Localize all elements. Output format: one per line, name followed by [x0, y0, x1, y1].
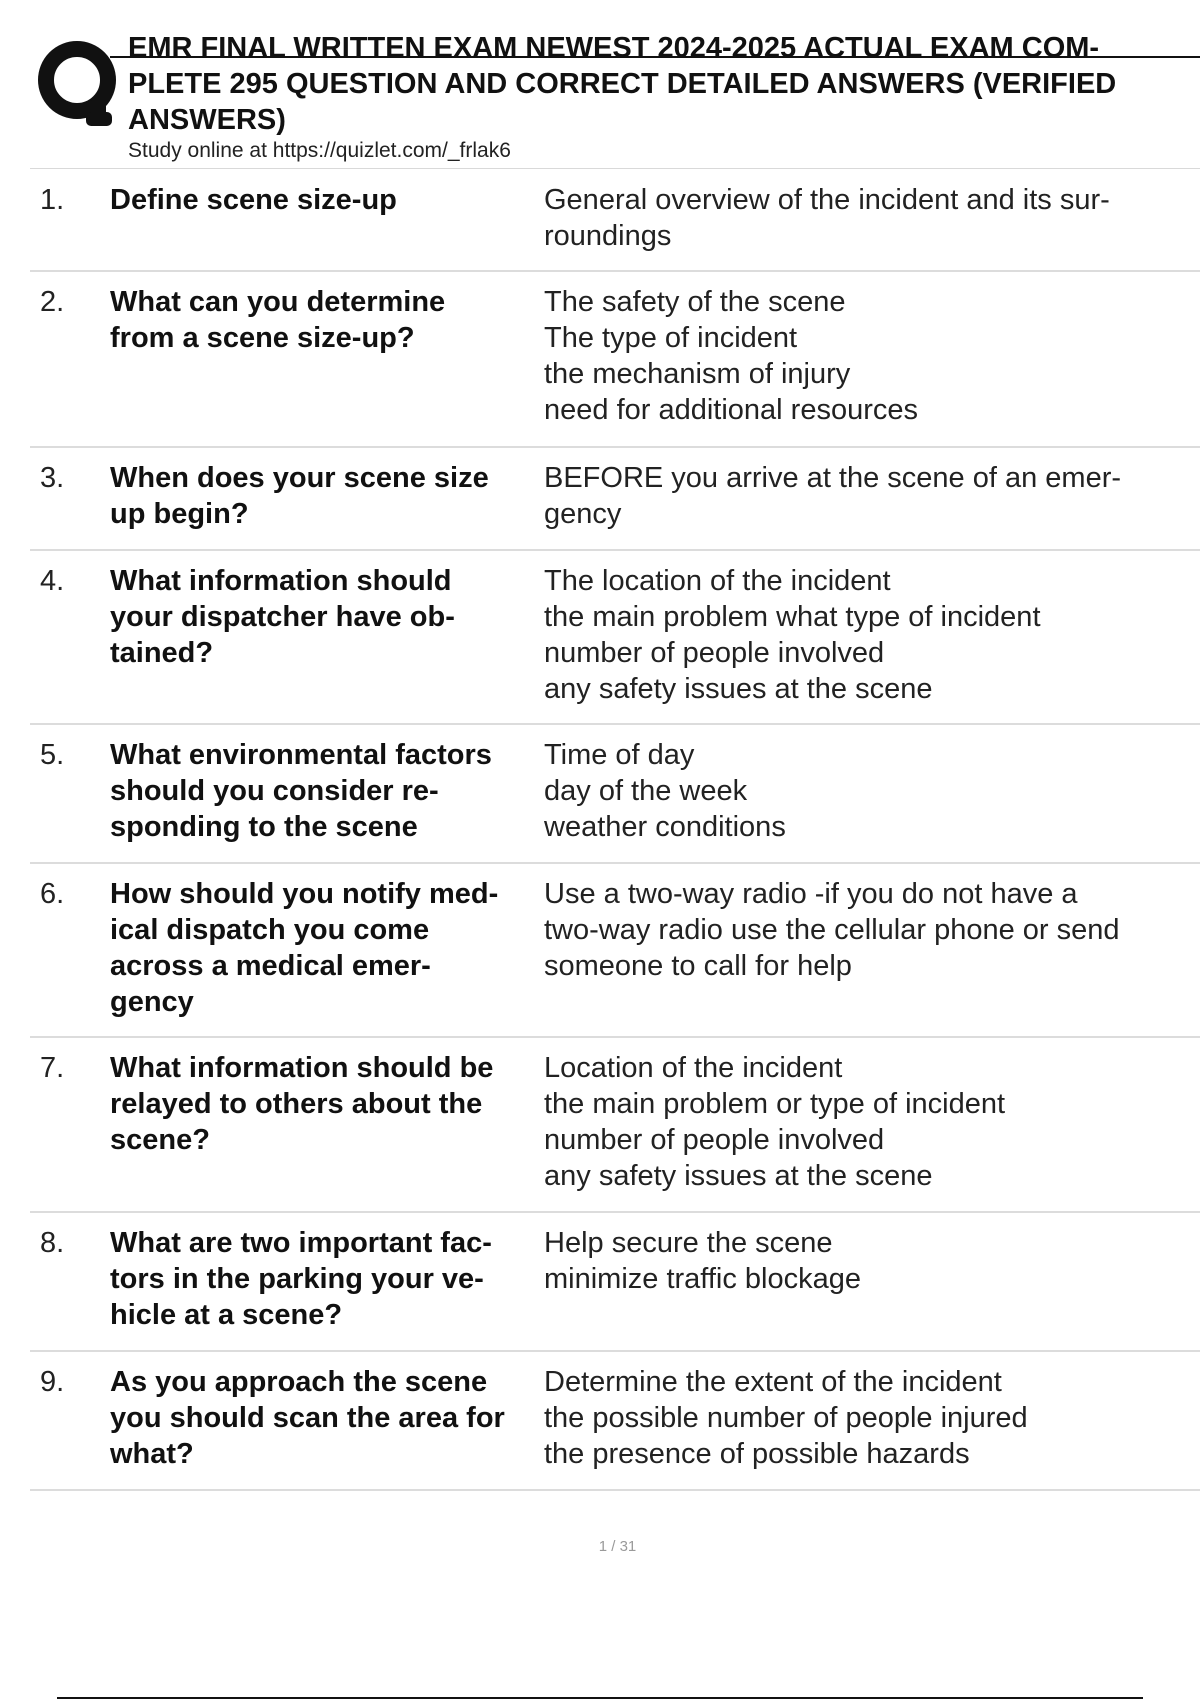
question-number: 2. [40, 286, 65, 318]
qa-row [30, 1352, 1200, 1491]
question-number: 6. [40, 878, 65, 910]
question-number: 5. [40, 739, 65, 771]
study-online-link[interactable]: Study online at https://quizlet.com/_frlak6 [128, 139, 511, 162]
answer-text: The safety of the scene The type of incident the mechanism of injury need for additional resources [544, 286, 919, 426]
answer-text: General overview of the incident and its sur- roundings [544, 184, 1110, 252]
header-divider [30, 168, 1200, 169]
qa-row [30, 1038, 1200, 1213]
answer-text: Help secure the scene minimize traffic blockage [544, 1227, 861, 1295]
question-text: What information should your dispatcher have ob- tained? [110, 565, 455, 669]
question-number: 9. [40, 1366, 65, 1398]
question-text: What information should be relayed to others about the scene? [110, 1052, 494, 1156]
question-text: Define scene size-up [110, 184, 397, 216]
question-number: 1. [40, 184, 65, 216]
page-bottom-rule [57, 1697, 1143, 1699]
answer-text: Location of the incident the main problem or type of incident number of people involved any safety issues at the scene [544, 1052, 1006, 1192]
qa-list [30, 170, 1200, 1491]
answer-text: Use a two-way radio -if you do not have a two-way radio use the cellular phone or send someone to call for help [544, 878, 1120, 982]
qa-row [30, 864, 1200, 1038]
question-text: What environmental factors should you consider re- sponding to the scene [110, 739, 492, 843]
qa-row [30, 1213, 1200, 1352]
qa-row [30, 170, 1200, 272]
qa-row [30, 551, 1200, 725]
answer-text: The location of the incident the main problem what type of incident number of people involved any safety issues at the scene [544, 565, 1041, 705]
question-text: What are two important fac- tors in the parking your ve- hicle at a scene? [110, 1227, 492, 1331]
qa-row [30, 272, 1200, 448]
question-text: When does your scene size up begin? [110, 462, 489, 530]
document-title: EMR FINAL WRITTEN EXAM NEWEST 2024-2025 ACTUAL EXAM COM- PLETE 295 QUESTION AND CORRECT DETAILED ANSWERS (VERIFIED ANSWERS) [128, 32, 1117, 136]
answer-text: Determine the extent of the incident the possible number of people injured the presence of possible hazards [544, 1366, 1028, 1470]
question-text: What can you determine from a scene size-up? [110, 286, 446, 354]
question-number: 7. [40, 1052, 65, 1084]
question-number: 8. [40, 1227, 65, 1259]
answer-text: BEFORE you arrive at the scene of an emer- gency [544, 462, 1122, 530]
question-text: As you approach the scene you should scan the area for what? [110, 1366, 505, 1470]
qa-row [30, 448, 1200, 551]
question-number: 3. [40, 462, 65, 494]
document-header [30, 30, 1200, 168]
question-number: 4. [40, 565, 65, 597]
qa-row [30, 725, 1200, 864]
page-indicator: 1 / 31 [598, 1538, 637, 1555]
quizlet-q-logo-icon [32, 34, 136, 138]
answer-text: Time of day day of the week weather conditions [544, 739, 786, 843]
question-text: How should you notify med- ical dispatch you come across a medical emer- gency [110, 878, 499, 1018]
